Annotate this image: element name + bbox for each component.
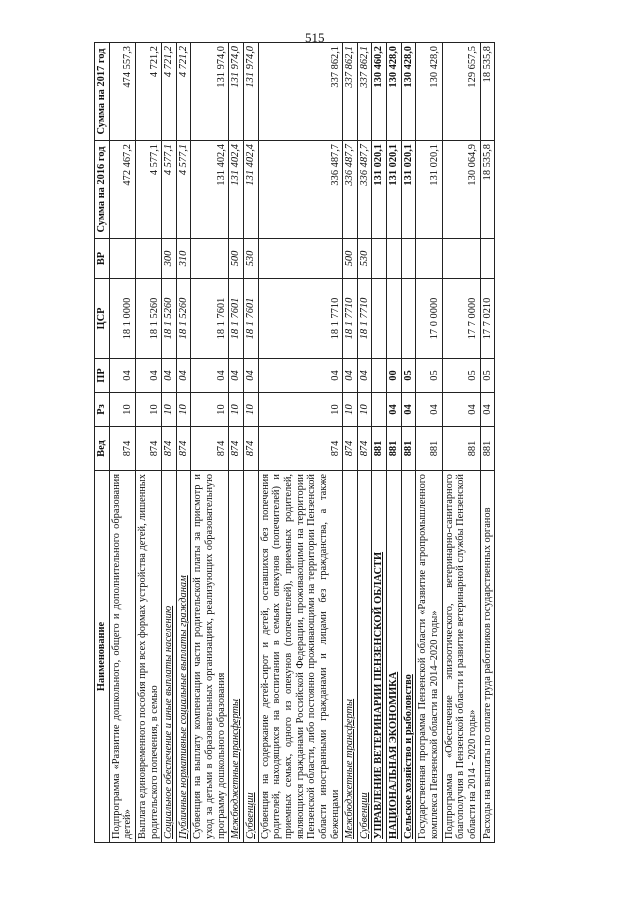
cell-name: Социальное обеспечение и иные выплаты населению [162,471,177,843]
cell-ved: 874 [109,427,135,471]
table-row [135,43,161,843]
cell-name: Субвенции [357,471,372,843]
cell-pr: 04 [162,359,177,393]
cell-vr [258,239,342,279]
cell-csr [401,279,416,359]
cell-sum-2016: 131 020,1 [416,141,442,239]
cell-sum-2017: 130 460,2 [372,43,387,141]
cell-rz [372,393,387,427]
cell-rz: 10 [343,393,358,427]
cell-name: Публичные нормативные социальные выплаты гражданам [176,471,191,843]
cell-ved: 874 [162,427,177,471]
cell-ved: 881 [372,427,387,471]
cell-sum-2017: 131 974,0 [229,43,244,141]
header-sum-2017: Сумма на 2017 год [95,43,110,141]
table-row [387,43,402,843]
cell-vr [372,239,387,279]
cell-csr [387,279,402,359]
cell-ved: 874 [176,427,191,471]
cell-ved: 881 [387,427,402,471]
cell-name: Выплата единовременного пособия при всех формах устройства детей, лишенных родительского попечения, в семью [135,471,161,843]
cell-rz: 10 [229,393,244,427]
cell-sum-2016: 131 020,1 [372,141,387,239]
cell-ved: 874 [135,427,161,471]
cell-csr: 17 7 0000 [442,279,480,359]
table-row [343,43,358,843]
cell-csr: 18 1 5260 [135,279,161,359]
cell-rz: 04 [416,393,442,427]
cell-ved: 874 [229,427,244,471]
cell-sum-2016: 131 402,4 [244,141,259,239]
header-pr: ПР [95,359,110,393]
cell-name: УПРАВЛЕНИЕ ВЕТЕРИНАРИИ ПЕНЗЕНСКОЙ ОБЛАСТИ [372,471,387,843]
cell-pr: 04 [176,359,191,393]
cell-rz: 10 [135,393,161,427]
cell-pr: 00 [387,359,402,393]
table-row [109,43,135,843]
cell-name: Субвенция на содержание детей-сирот и детей, оставшихся без попечения родителей, находящихся на воспитании в семьях опекунов (попечителей) и приемных семьях, одного из опекунов (попечителей), приемных родителей, являющихся гражданами Российской Федерации, проживающими на территории Пензенской области, либо постоянно проживающими на территории Пензенской области иностранными гражданами и лицами без гражданства, а также беженцами [258,471,342,843]
header-rz: Рз [95,393,110,427]
cell-sum-2016: 4 577,1 [162,141,177,239]
cell-csr: 18 1 0000 [109,279,135,359]
header-row [95,43,110,843]
cell-ved: 881 [401,427,416,471]
table-row [416,43,442,843]
cell-pr: 04 [343,359,358,393]
cell-rz: 10 [258,393,342,427]
cell-sum-2016: 336 487,7 [357,141,372,239]
cell-vr: 300 [162,239,177,279]
table-row [244,43,259,843]
cell-name: Расходы на выплаты по оплате труда работников государственных органов [480,471,495,843]
cell-vr [109,239,135,279]
cell-vr [387,239,402,279]
cell-pr: 04 [258,359,342,393]
cell-sum-2017: 130 428,0 [416,43,442,141]
cell-csr: 18 1 7601 [229,279,244,359]
cell-sum-2017: 337 862,1 [343,43,358,141]
header-sum-2016: Сумма на 2016 год [95,141,110,239]
cell-rz: 10 [191,393,229,427]
cell-sum-2017: 4 721,2 [162,43,177,141]
table-row [372,43,387,843]
page-number: 515 [305,30,325,45]
cell-vr [480,239,495,279]
cell-name: Государственная программа Пензенской области «Развитие агропромышленного комплекса Пензенской области на 2014–2020 годы» [416,471,442,843]
table-row [258,43,342,843]
header-name: Наименование [95,471,110,843]
cell-name: Межбюджетные трансферты [229,471,244,843]
cell-ved: 881 [480,427,495,471]
cell-rz: 10 [109,393,135,427]
cell-sum-2017: 474 557,3 [109,43,135,141]
cell-pr: 04 [229,359,244,393]
cell-csr: 18 1 7710 [258,279,342,359]
cell-sum-2016: 130 064,9 [442,141,480,239]
cell-sum-2016: 18 535,8 [480,141,495,239]
cell-ved: 881 [416,427,442,471]
cell-pr: 05 [416,359,442,393]
cell-sum-2016: 4 577,1 [176,141,191,239]
table-row [162,43,177,843]
cell-rz: 04 [401,393,416,427]
cell-rz: 10 [244,393,259,427]
cell-sum-2017: 4 721,2 [176,43,191,141]
budget-table [94,42,495,843]
table-row [401,43,416,843]
table-row [442,43,480,843]
cell-sum-2016: 131 402,4 [191,141,229,239]
cell-csr: 18 1 7601 [244,279,259,359]
cell-pr: 04 [357,359,372,393]
cell-ved: 874 [343,427,358,471]
cell-csr: 18 1 7710 [357,279,372,359]
cell-sum-2016: 336 487,7 [258,141,342,239]
cell-sum-2017: 130 428,0 [401,43,416,141]
cell-sum-2017: 131 974,0 [191,43,229,141]
table-row [480,43,495,843]
cell-rz: 10 [176,393,191,427]
cell-name: Субвенция на выплату компенсации части родительской платы за присмотр и уход за детьми в образовательных организациях, реализующих образовательную программу дошкольного образования [191,471,229,843]
cell-name: Подпрограмма «Обеспечение эпизоотического, ветеринарно-санитарного благополучия в Пензенской области и развитие ветеринарной службы Пензенской области на 2014 - 2020 годы» [442,471,480,843]
cell-rz: 10 [357,393,372,427]
cell-vr: 500 [343,239,358,279]
cell-sum-2016: 131 402,4 [229,141,244,239]
cell-rz: 10 [162,393,177,427]
cell-name: Сельское хозяйство и рыболовство [401,471,416,843]
cell-pr [372,359,387,393]
cell-ved: 874 [258,427,342,471]
header-ved: Вед [95,427,110,471]
cell-sum-2017: 18 535,8 [480,43,495,141]
cell-rz: 04 [387,393,402,427]
cell-vr [416,239,442,279]
cell-pr: 04 [109,359,135,393]
cell-name: Подпрограмма «Развитие дошкольного, общего и дополнительного образования детей» [109,471,135,843]
cell-ved: 874 [357,427,372,471]
cell-pr: 04 [191,359,229,393]
cell-sum-2016: 472 467,2 [109,141,135,239]
cell-csr: 18 1 7710 [343,279,358,359]
table-row [229,43,244,843]
table-row [357,43,372,843]
cell-ved: 881 [442,427,480,471]
budget-table-rotated [94,43,576,843]
cell-vr [135,239,161,279]
cell-csr: 17 7 0210 [480,279,495,359]
cell-sum-2017: 130 428,0 [387,43,402,141]
cell-vr: 310 [176,239,191,279]
cell-ved: 874 [191,427,229,471]
cell-sum-2016: 131 020,1 [401,141,416,239]
cell-vr: 530 [244,239,259,279]
cell-rz: 04 [480,393,495,427]
cell-vr [191,239,229,279]
table-row [176,43,191,843]
cell-pr: 05 [442,359,480,393]
cell-ved: 874 [244,427,259,471]
cell-name: НАЦИОНАЛЬНАЯ ЭКОНОМИКА [387,471,402,843]
table-row [191,43,229,843]
cell-vr [401,239,416,279]
header-csr: ЦСР [95,279,110,359]
cell-csr [372,279,387,359]
cell-sum-2016: 131 020,1 [387,141,402,239]
cell-vr: 500 [229,239,244,279]
cell-name: Субвенции [244,471,259,843]
cell-csr: 18 1 7601 [191,279,229,359]
cell-vr [442,239,480,279]
cell-pr: 04 [244,359,259,393]
cell-pr: 04 [135,359,161,393]
cell-vr: 530 [357,239,372,279]
header-vr: ВР [95,239,110,279]
cell-csr: 18 1 5260 [176,279,191,359]
cell-pr: 05 [401,359,416,393]
cell-sum-2017: 4 721,2 [135,43,161,141]
cell-csr: 17 0 0000 [416,279,442,359]
cell-sum-2017: 129 657,5 [442,43,480,141]
cell-name: Межбюджетные трансферты [343,471,358,843]
cell-sum-2017: 131 974,0 [244,43,259,141]
cell-csr: 18 1 5260 [162,279,177,359]
cell-pr: 05 [480,359,495,393]
cell-sum-2016: 336 487,7 [343,141,358,239]
cell-sum-2017: 337 862,1 [357,43,372,141]
cell-sum-2017: 337 862,1 [258,43,342,141]
cell-sum-2016: 4 577,1 [135,141,161,239]
cell-rz: 04 [442,393,480,427]
